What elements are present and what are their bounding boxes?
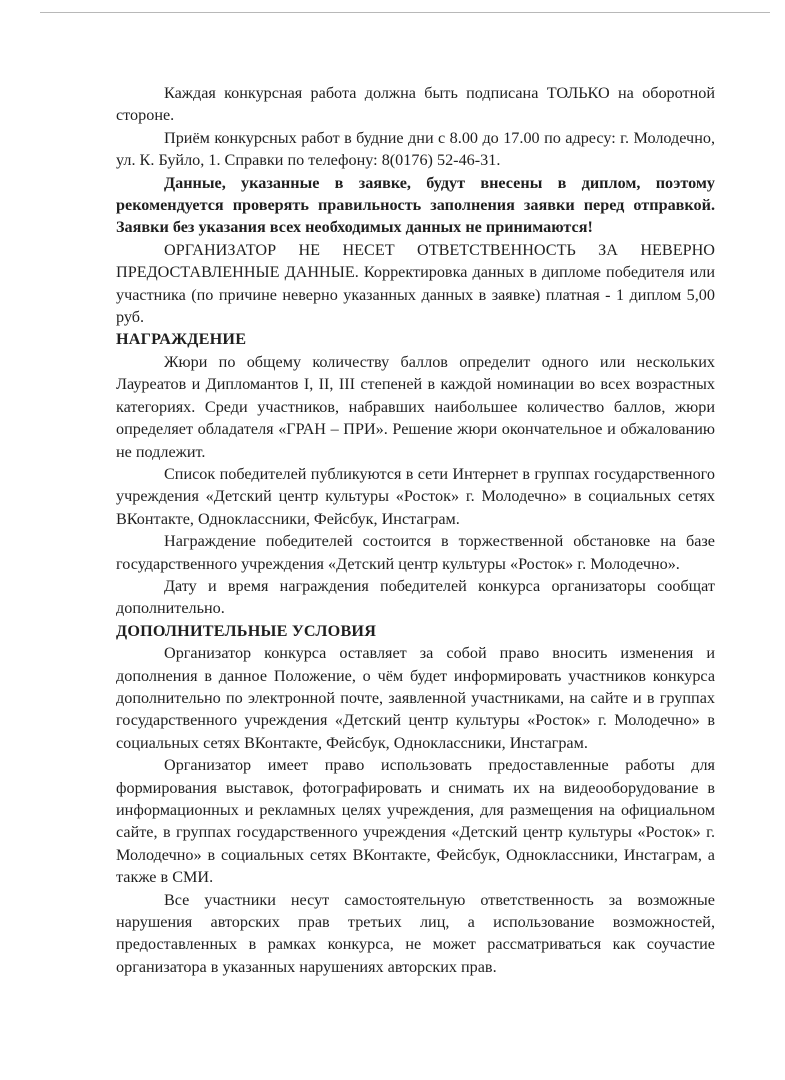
paragraph-winners-list: Список победителей публикуются в сети Интернет в группах государственного учреждения «Детский центр культуры «Росток» г. Молодечно» в социальных сетях ВКонтакте, Одноклассники, Фейсбук, Инстаграм. — [116, 464, 715, 528]
paragraph-usage-right: Организатор имеет право использовать предоставленные работы для формирования выставок, фотографировать и снимать их на видеооборудование в информационных и рекламных целях учреждения, для размещения на официальном сайте, в группах государственного учреждения «Детский центр культуры «Росток» г. Молодечно» в социальных сетях ВКонтакте, Фейсбук, Одноклассники, Инстаграм, а также в СМИ. — [116, 756, 715, 887]
paragraph-award-ceremony: Награждение победителей состоится в торжественной обстановке на базе государственного учреждения «Детский центр культуры «Росток» г. Молодечно». — [116, 532, 715, 573]
paragraph-organizer-responsibility: ОРГАНИЗАТОР НЕ НЕСЕТ ОТВЕТСТВЕННОСТЬ ЗА НЕВЕРНО ПРЕДОСТАВЛЕННЫЕ ДАННЫЕ. Корректировка данных в дипломе победителя или участника (по причине неверно указанных данных в заявке) платная - 1 диплом 5,00 руб. — [116, 240, 715, 327]
section-heading-awards: НАГРАЖДЕНИЕ — [116, 330, 247, 349]
document-page — [116, 82, 715, 978]
paragraph-award-date: Дату и время награждения победителей конкурса организаторы сообщат дополнительно. — [116, 576, 715, 618]
paragraph-changes-right: Организатор конкурса оставляет за собой право вносить изменения и дополнения в данное Положение, о чём будет информировать участников конкурса дополнительно по электронной почте, заявленной участниками, на сайте и в группах государственного учреждения «Детский центр культуры «Росток» г. Молодечно» в социальных сетях ВКонтакте, Фейсбук, Одноклассники, Инстаграм. — [116, 644, 715, 752]
section-heading-additional-terms: ДОПОЛНИТЕЛЬНЫЕ УСЛОВИЯ — [116, 621, 377, 640]
paragraph-submission-info: Приём конкурсных работ в будние дни с 8.00 до 17.00 по адресу: г. Молодечно, ул. К. Буйло, 1. Справки по телефону: 8(0176) 52-46-31. — [116, 128, 715, 170]
paragraph-jury-decision: Жюри по общему количеству баллов определит одного или нескольких Лауреатов и Дипломантов I, II, III степеней в каждой номинации во всех возрастных категориях. Среди участников, набравших наибольшее количество баллов, жюри определяет обладателя «ГРАН – ПРИ». Решение жюри окончательное и обжалованию не подлежит. — [116, 352, 715, 461]
paragraph-copyright-liability: Все участники несут самостоятельную ответственность за возможные нарушения авторских прав третьих лиц, а использование возможностей, предоставленных в рамках конкурса, не может рассматриваться как соучастие организатора в указанных нарушениях авторских прав. — [116, 890, 715, 976]
scan-top-edge — [40, 12, 770, 13]
paragraph-signature-rule: Каждая конкурсная работа должна быть подписана ТОЛЬКО на оборотной стороне. — [116, 84, 715, 125]
paragraph-application-data-warning: Данные, указанные в заявке, будут внесены в диплом, поэтому рекомендуется проверять правильность заполнения заявки перед отправкой. Заявки без указания всех необходимых данных не принимаются! — [116, 173, 715, 237]
